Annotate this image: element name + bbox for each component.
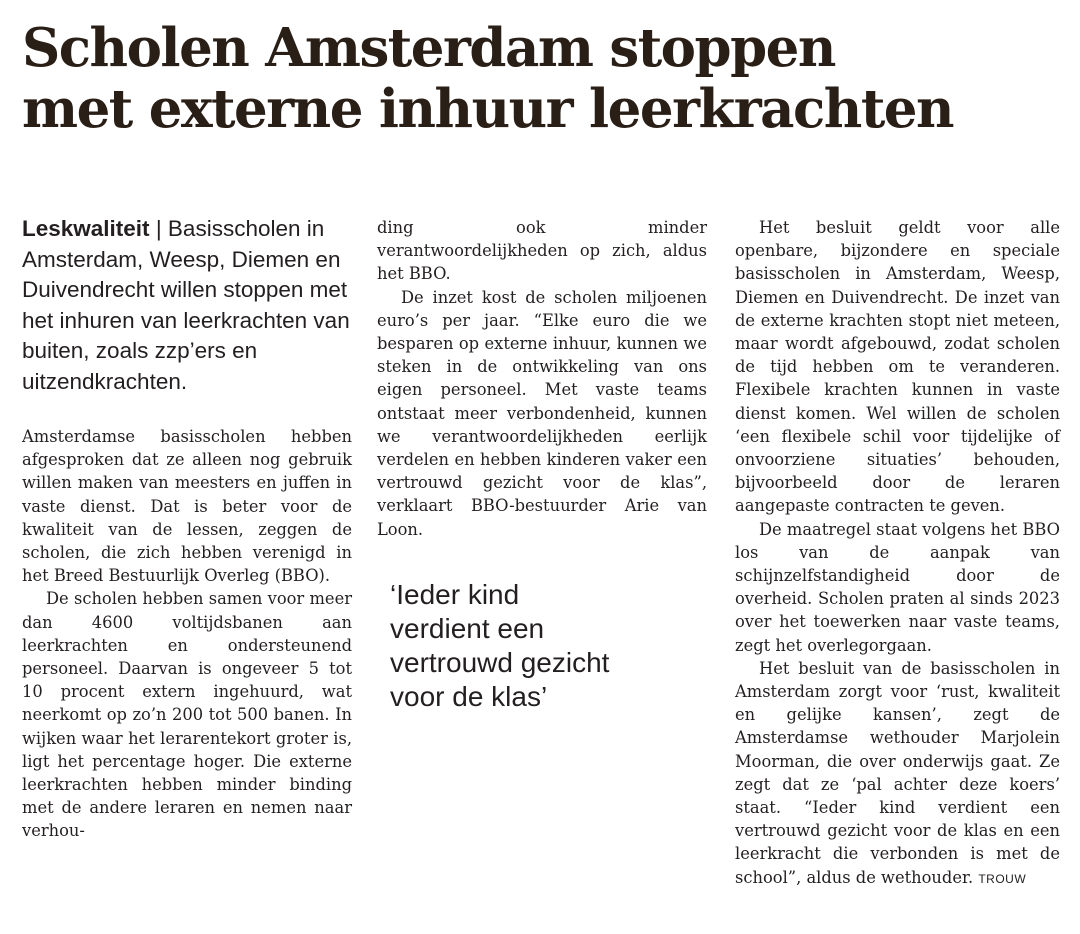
body-paragraph-6 xyxy=(735,657,1060,891)
byline: TROUW xyxy=(978,871,1027,886)
pull-quote-line: ‘Ieder kind xyxy=(390,579,520,610)
kicker: Leskwaliteit xyxy=(22,216,150,241)
lead-text: Basisscholen in Amsterdam, Weesp, Diemen en Duivendrecht willen stoppen met het inhuren van leerkrachten van buiten, zoals zzp’ers en uitzendkrachten. xyxy=(22,216,350,394)
lead-paragraph xyxy=(22,214,352,397)
headline xyxy=(22,18,1072,140)
headline-line-2: met externe inhuur leerkrachten xyxy=(22,78,954,140)
column-1 xyxy=(22,214,352,843)
column-3 xyxy=(735,216,1060,891)
pull-quote-line: vertrouwd gezicht xyxy=(390,647,610,678)
body-paragraph-3: De inzet kost de scholen miljoenen euro’s per jaar. “Elke euro die we besparen op externe inhuur, kunnen we steken in de ontwikkeling van ons eigen personeel. Met vaste teams ontstaat meer verbondenheid, kunnen we verantwoordelijkheden eerlijk verdelen en hebben kinderen vaker een vertrouwd gezicht voor de klas”, verklaart BBO-bestuurder Arie van Loon. xyxy=(377,287,707,539)
body-paragraph-2-part-1: De scholen hebben samen voor meer dan 4600 voltijdsbanen aan leerkrachten en ondersteunend personeel. Daarvan is ongeveer 5 tot 10 procent extern ingehuurd, wat neerkomt op zo’n 200 tot 500 banen. In wijken waar het lerarentekort groter is, ligt het percentage hoger. Die externe leerkrachten hebben minder binding met de andere leraren en nemen naar verhou- xyxy=(22,589,352,841)
headline-line-1: Scholen Amsterdam stoppen xyxy=(22,17,835,79)
body-paragraph-5: De maatregel staat volgens het BBO los van de aanpak van schijnzelfstandigheid door de overheid. Scholen praten al sinds 2023 over het toewerken naar vaste teams, zegt het overlegorgaan. xyxy=(735,519,1060,655)
body-paragraph-1: Amsterdamse basisscholen hebben afgesproken dat ze alleen nog gebruik willen maken van meesters en juffen in vaste dienst. Dat is beter voor de kwaliteit van de lessen, zeggen de scholen, die zich hebben verenigd in het Breed Bestuurlijk Overleg (BBO). xyxy=(22,427,352,586)
body-paragraph-6-text: Het besluit van de basisscholen in Amsterdam zorgt voor ‘rust, kwaliteit en gelijke kansen’, zegt de Amsterdamse wethouder Marjolein Moorman, die over onderwijs gaat. Ze zegt dat ze ‘pal achter deze koers’ staat. “Ieder kind verdient een vertrouwd gezicht voor de klas en een leerkracht die verbonden is met de school”, aldus de wethouder. xyxy=(735,658,1060,887)
kicker-separator: | xyxy=(149,216,168,241)
column-2 xyxy=(377,216,707,541)
body-paragraph-4: Het besluit geldt voor alle openbare, bijzondere en speciale basisscholen in Amsterdam, Weesp, Diemen en Duivendrecht. De inzet van de externe krachten stopt niet meteen, maar wordt afgebouwd, zodat scholen de tijd hebben om te veranderen. Flexibele krachten kunnen in vaste dienst komen. Wel willen de scholen ‘een flexibele schil voor tijdelijke of onvoorziene situaties’ behouden, bijvoorbeeld door de leraren aangepaste contracten te geven. xyxy=(735,218,1060,516)
pull-quote xyxy=(390,578,710,714)
pull-quote-line: voor de klas’ xyxy=(390,681,548,712)
pull-quote-line: verdient een xyxy=(390,613,545,644)
body-paragraph-2-part-2: ding ook minder verantwoordelijkheden op zich, aldus het BBO. xyxy=(377,218,707,284)
